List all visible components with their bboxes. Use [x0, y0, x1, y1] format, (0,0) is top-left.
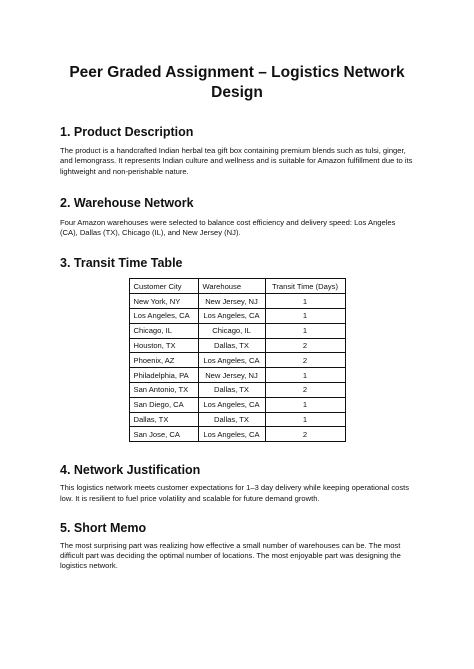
- section-heading-transit-time-table: 3. Transit Time Table: [60, 256, 183, 271]
- transit-time-table: [129, 278, 346, 442]
- cell-transit-time: 1: [265, 397, 345, 412]
- cell-warehouse: New Jersey, NJ: [198, 368, 265, 383]
- cell-warehouse: Los Angeles, CA: [198, 353, 265, 368]
- table-row: [129, 294, 345, 309]
- table-row: [129, 427, 345, 442]
- cell-customer-city: Los Angeles, CA: [129, 309, 198, 324]
- cell-warehouse: New Jersey, NJ: [198, 294, 265, 309]
- section-text-short-memo: The most surprising part was realizing how effective a small number of warehouses can be. The most difficult part was deciding the optimal number of locations. The most enjoyable part was designing the logistics network.: [60, 540, 401, 571]
- cell-customer-city: Philadelphia, PA: [129, 368, 198, 383]
- table-row: [129, 323, 345, 338]
- section-heading-product-description: 1. Product Description: [60, 125, 194, 139]
- cell-customer-city: Dallas, TX: [129, 412, 198, 427]
- section-text-warehouse-network: Four Amazon warehouses were selected to balance cost efficiency and delivery speed: Los Angeles (CA), Dallas (TX), Chicago (IL), and New Jersey (NJ).: [60, 217, 396, 238]
- section-heading-short-memo: 5. Short Memo: [60, 520, 147, 535]
- table-row: [129, 412, 345, 427]
- cell-transit-time: 1: [265, 368, 345, 383]
- cell-transit-time: 1: [265, 323, 345, 338]
- cell-warehouse: Los Angeles, CA: [198, 309, 265, 324]
- cell-customer-city: San Jose, CA: [129, 427, 198, 442]
- table-row: [129, 383, 345, 398]
- cell-customer-city: San Antonio, TX: [129, 383, 198, 398]
- cell-warehouse: Los Angeles, CA: [198, 397, 265, 412]
- table-row: [129, 338, 345, 353]
- cell-customer-city: San Diego, CA: [129, 397, 198, 412]
- cell-transit-time: 1: [265, 412, 345, 427]
- cell-warehouse: Dallas, TX: [198, 412, 265, 427]
- column-header-customer-city: Customer City: [129, 279, 198, 294]
- cell-transit-time: 2: [265, 338, 345, 353]
- column-header-transit-time: Transit Time (Days): [265, 279, 345, 294]
- cell-customer-city: New York, NY: [129, 294, 198, 309]
- cell-customer-city: Chicago, IL: [129, 323, 198, 338]
- cell-warehouse: Chicago, IL: [198, 323, 265, 338]
- table-row: [129, 368, 345, 383]
- cell-warehouse: Dallas, TX: [198, 383, 265, 398]
- cell-warehouse: Los Angeles, CA: [198, 427, 265, 442]
- cell-transit-time: 1: [265, 294, 345, 309]
- table-row: [129, 353, 345, 368]
- table-header-row: [129, 279, 345, 294]
- cell-transit-time: 1: [265, 309, 345, 324]
- table-row: [129, 397, 345, 412]
- page-title: Peer Graded Assignment – Logistics Network Design: [69, 64, 405, 101]
- cell-transit-time: 2: [265, 427, 345, 442]
- section-heading-network-justification: 4. Network Justification: [60, 463, 201, 478]
- cell-transit-time: 2: [265, 353, 345, 368]
- cell-customer-city: Houston, TX: [129, 338, 198, 353]
- section-text-product-description: The product is a handcrafted Indian herbal tea gift box containing premium blends such as tulsi, ginger, and lemongrass. It represents Indian culture and wellness and is suitable for Amazon fulfillment due to its lightweight and non-perishable nature.: [60, 146, 413, 176]
- cell-customer-city: Phoenix, AZ: [129, 353, 198, 368]
- table-row: [129, 309, 345, 324]
- column-header-warehouse: Warehouse: [198, 279, 265, 294]
- cell-transit-time: 2: [265, 383, 345, 398]
- section-heading-warehouse-network: 2. Warehouse Network: [60, 195, 194, 210]
- section-text-network-justification: This logistics network meets customer expectations for 1–3 day delivery while keeping operational costs low. It is resilient to fuel price volatility and scalable for future demand growth.: [60, 483, 410, 503]
- cell-warehouse: Dallas, TX: [198, 338, 265, 353]
